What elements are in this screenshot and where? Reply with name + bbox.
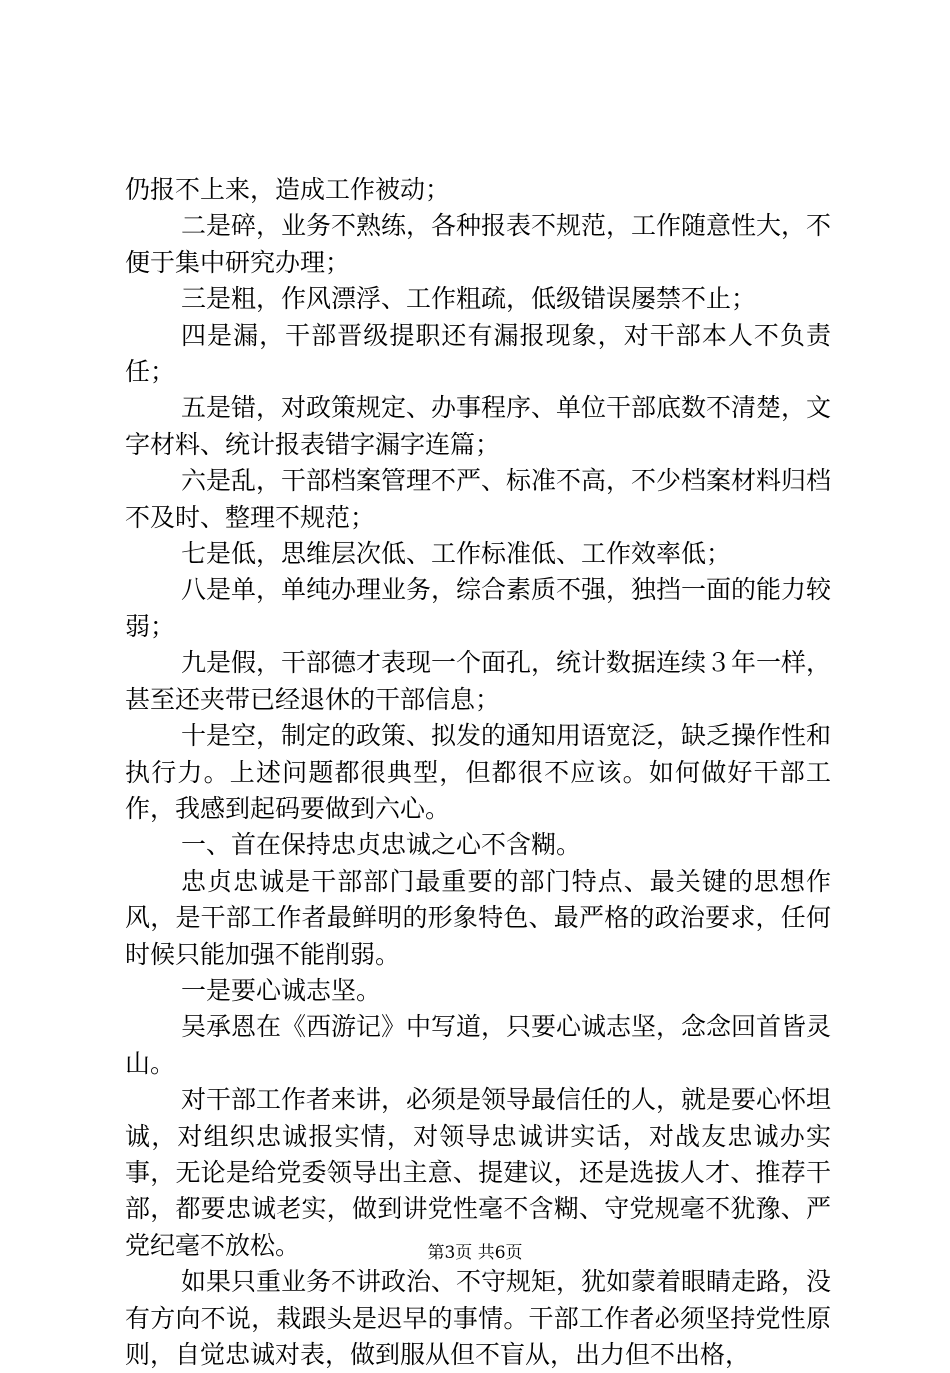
paragraph: 三是粗，作风漂浮、工作粗疏，低级错误屡禁不止； xyxy=(181,284,757,314)
section-heading: 一、首在保持忠贞忠诚之心不含糊。 xyxy=(181,830,582,860)
document-body xyxy=(125,172,831,1373)
paragraph: 五是错，对政策规定、办事程序、单位干部底数不清楚，文字材料、统计报表错字漏字连篇； xyxy=(125,393,832,459)
paragraph: 仍报不上来，造成工作被动； xyxy=(125,175,451,204)
sub-heading: 一是要心诚志坚。 xyxy=(181,975,382,1005)
paragraph: 九是假，干部德才表现一个面孔，统计数据连续３年一样，甚至还夹带已经退休的干部信息； xyxy=(125,648,832,714)
paragraph: 十是空，制定的政策、拟发的通知用语宽泛，缺乏操作性和执行力。上述问题都很典型，但都很不应该。如何做好干部工作，我感到起码要做到六心。 xyxy=(125,721,832,823)
paragraph: 八是单，单纯办理业务，综合素质不强，独挡一面的能力较弱； xyxy=(125,575,832,641)
page-footer xyxy=(0,1243,950,1263)
paragraph: 七是低，思维层次低、工作标准低、工作效率低； xyxy=(181,539,732,569)
paragraph: 二是碎，业务不熟练，各种报表不规范，工作随意性大，不便于集中研究办理； xyxy=(125,211,832,277)
page-number-label: 第3页 共6页 xyxy=(427,1243,523,1263)
paragraph: 如果只重业务不讲政治、不守规矩，犹如蒙着眼睛走路，没有方向不说，栽跟头是迟早的事情。干部工作者必须坚持党性原则，自觉忠诚对表，做到服从但不盲从，出力但不出格， xyxy=(125,1267,832,1369)
paragraph: 对干部工作者来讲，必须是领导最信任的人，就是要心怀坦诚，对组织忠诚报实情，对领导忠诚讲实话，对战友忠诚办实事，无论是给党委领导出主意、提建议，还是选拔人才、推荐干部，都要忠诚老实，做到讲党性毫不含糊、守党规毫不犹豫、严党纪毫不放松。 xyxy=(125,1085,832,1260)
paragraph: 六是乱，干部档案管理不严、标准不高，不少档案材料归档不及时、整理不规范； xyxy=(125,466,832,532)
paragraph: 四是漏，干部晋级提职还有漏报现象，对干部本人不负责任； xyxy=(125,320,831,387)
paragraph: 忠贞忠诚是干部部门最重要的部门特点、最关键的思想作风，是干部工作者最鲜明的形象特色、最严格的政治要求，任何时候只能加强不能削弱。 xyxy=(125,866,831,969)
paragraph: 吴承恩在《西游记》中写道，只要心诚志坚，念念回首皆灵山。 xyxy=(125,1012,832,1078)
